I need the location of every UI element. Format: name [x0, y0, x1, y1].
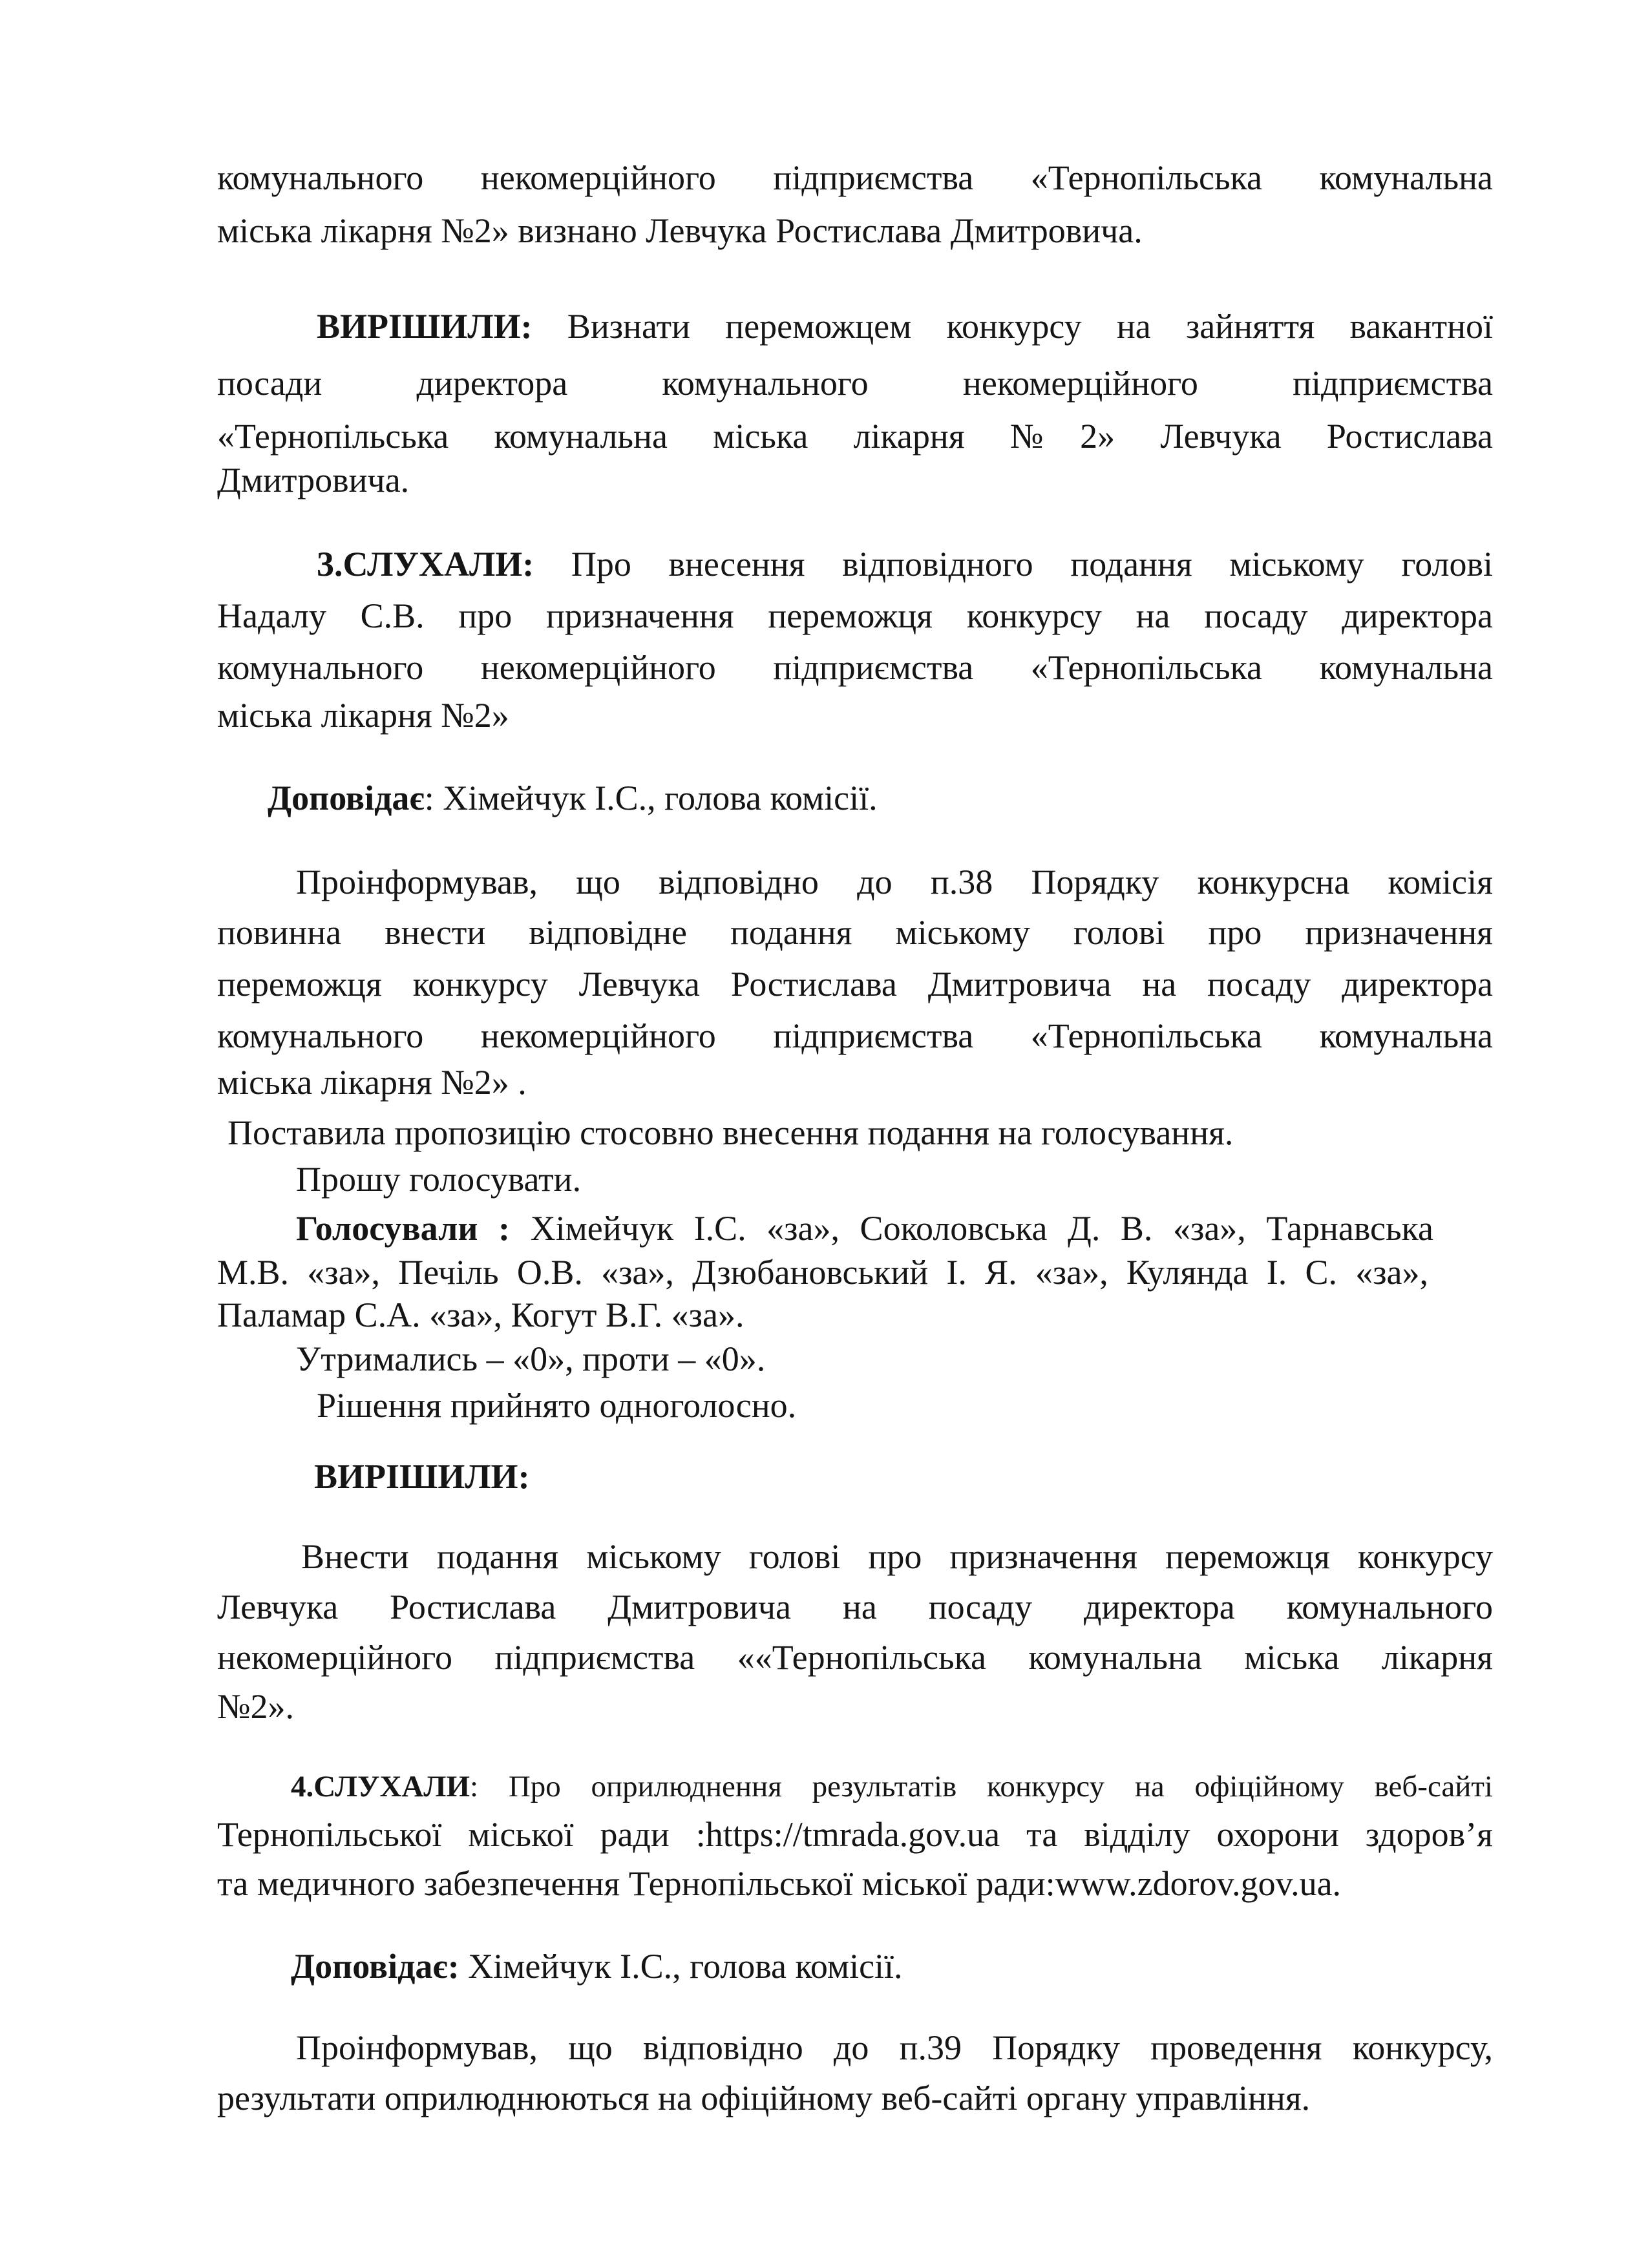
speaker3-line — [268, 775, 1648, 821]
info4-line-2: результати оприлюднюються на офіційному веб-сайті органу управління. — [217, 2079, 1311, 2117]
decision1-text: Визнати переможцем конкурсу на зайняття вакантної — [567, 307, 1494, 346]
item3-line-2: Надалу С.В. про призначення переможця конкурсу на посаду директора — [217, 596, 1493, 635]
info3-line-4: комунального некомерційного підприємства «Тернопільська комунальна — [217, 1016, 1493, 1055]
item3-line-4: міська лікарня №2» — [217, 696, 509, 735]
voting-line-3: Паламар С.А. «за», Когут В.Г. «за». — [217, 1296, 745, 1334]
speaker4-text: Хімейчук І.С., голова комісії. — [468, 1947, 903, 1986]
decision1-line-2: посади директора комунального некомерційного підприємства — [217, 364, 1493, 403]
item4-text: : Про оприлюднення результатів конкурсу на офіційному веб-сайті — [470, 1770, 1493, 1803]
info4-line-1: Проінформував, що відповідно до п.39 Порядку проведення конкурсу, — [296, 2028, 1493, 2067]
decision2-line-3: некомерційного підприємства ««Тернопільська комунальна міська лікарня — [217, 1638, 1493, 1677]
decision1-line-3: «Тернопільська комунальна міська лікарня №2» Левчука Ростислава — [217, 417, 1493, 456]
speaker4-line — [291, 1944, 1648, 1989]
decision2-line-2: Левчука Ростислава Дмитровича на посаду директора комунального — [217, 1588, 1493, 1626]
speaker3-text: : Хімейчук І.С., голова комісії. — [424, 779, 878, 817]
speaker3-label: Доповідає — [268, 779, 425, 817]
vote-request-line: Прошу голосувати. — [296, 1160, 582, 1199]
voting-text: Хімейчук І.С. «за», Соколовська Д. В. «за», Тарнавська — [530, 1209, 1433, 1248]
item3-label: 3.СЛУХАЛИ: — [317, 545, 534, 583]
voting-label: Голосували : — [296, 1209, 511, 1248]
decision1-label: ВИРІШИЛИ: — [317, 307, 533, 346]
result-line: Рішення прийнято одноголосно. — [317, 1386, 797, 1425]
decision2-line-1: Внести подання міському голові про призначення переможця конкурсу — [301, 1537, 1493, 1576]
decision2-line-4: №2». — [217, 1687, 295, 1726]
proposal-line: Поставила пропозицію стосовно внесення подання на голосування. — [227, 1113, 1234, 1152]
intro-line-2: міська лікарня №2» визнано Левчука Ростислава Дмитровича. — [217, 211, 1143, 250]
item3-line-1 — [317, 541, 1493, 587]
item3-line-3: комунального некомерційного підприємства «Тернопільська комунальна — [217, 648, 1493, 687]
item3-text: Про внесення відповідного подання міському голові — [571, 545, 1493, 583]
info3-line-2: повинна внести відповідне подання міському голові про призначення — [217, 913, 1493, 952]
speaker4-label: Доповідає: — [291, 1947, 460, 1986]
info3-line-1: Проінформував, що відповідно до п.38 Порядку конкурсна комісія — [296, 863, 1493, 901]
decision2-label-line — [314, 1454, 1648, 1499]
intro-line-1: комунального некомерційного підприємства «Тернопільська комунальна — [217, 158, 1493, 197]
abstained-line: Утримались – «0», проти – «0». — [296, 1339, 766, 1378]
item4-line-2: Тернопільської міської ради :https://tmrada.gov.ua та відділу охорони здоров’я — [217, 1815, 1493, 1854]
item4-line-3: та медичного забезпечення Тернопільської міської ради:www.zdorov.gov.ua. — [217, 1864, 1342, 1903]
voting-line-2: М.В. «за», Печіль О.В. «за», Дзюбановський І. Я. «за», Кулянда І. С. «за», — [217, 1253, 1428, 1292]
info3-line-5: міська лікарня №2» . — [217, 1063, 527, 1102]
voting-line-1 — [296, 1206, 1433, 1251]
decision1-line-4: Дмитровича. — [217, 461, 410, 499]
decision2-label: ВИРІШИЛИ: — [314, 1457, 530, 1496]
decision1-line-1 — [317, 304, 1493, 349]
item4-label: 4.СЛУХАЛИ — [291, 1770, 470, 1803]
item4-line-1 — [291, 1764, 1493, 1809]
info3-line-3: переможця конкурсу Левчука Ростислава Дмитровича на посаду директора — [217, 965, 1493, 1003]
